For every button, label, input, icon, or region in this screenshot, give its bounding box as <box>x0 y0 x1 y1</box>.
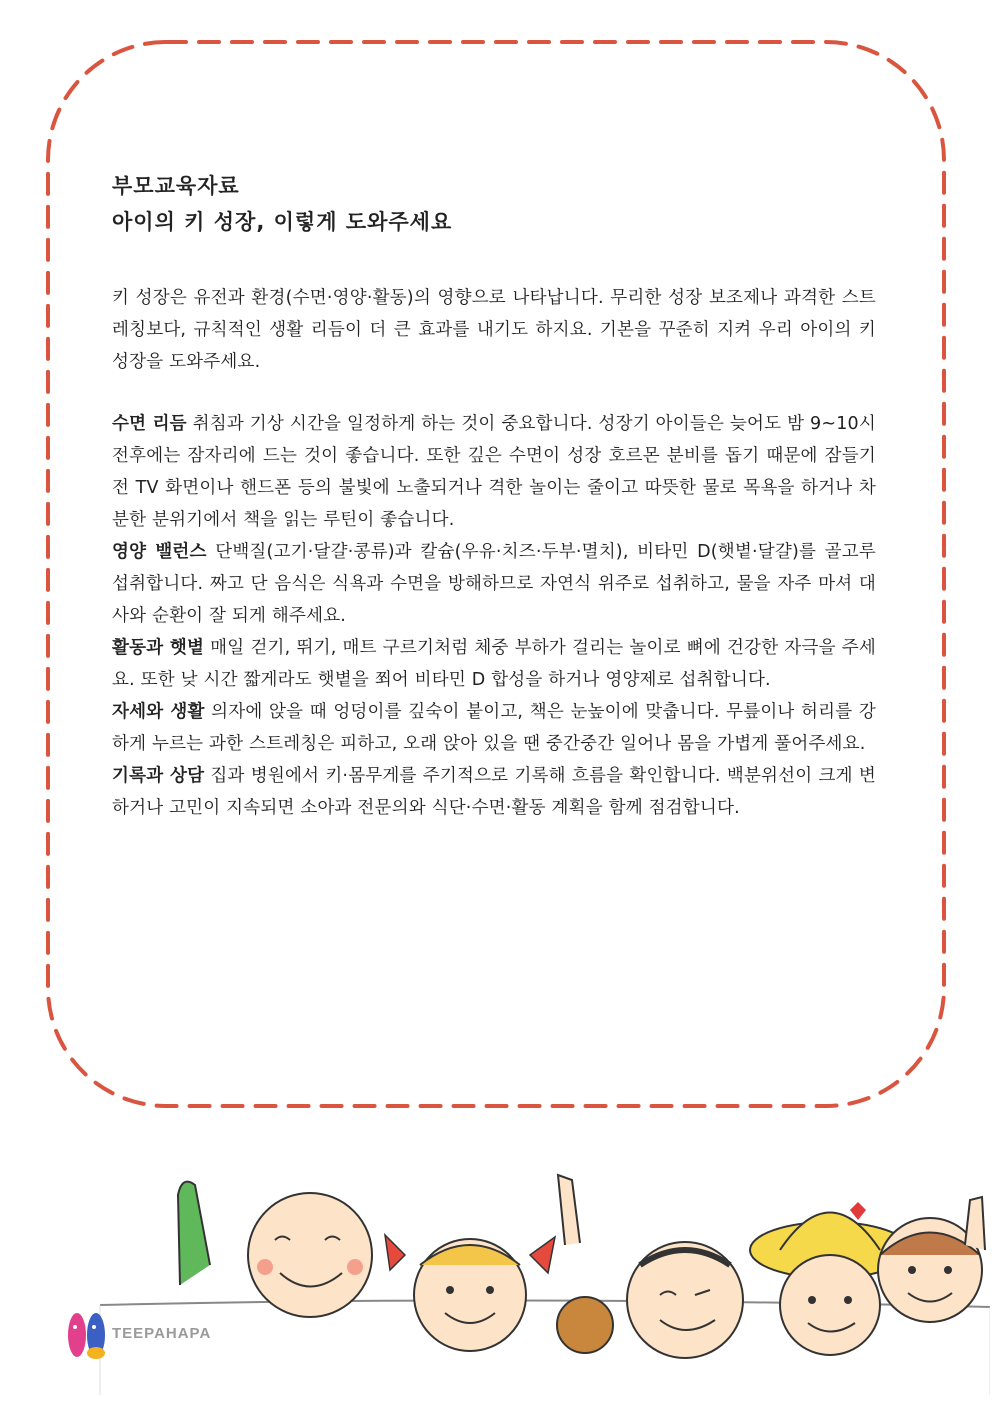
children-illustration <box>60 1155 990 1395</box>
tip-body: 집과 병원에서 키·몸무게를 주기적으로 기록해 흐름을 확인합니다. 백분위선이 크게 변하거나 고민이 지속되면 소아과 전문의와 식단·수면·활동 계획을 함께 점검합니다. <box>112 766 876 818</box>
tip-body: 의자에 앉을 때 엉덩이를 깊숙이 붙이고, 책은 눈높이에 맞춥니다. 무릎이나 허리를 강하게 누르는 과한 스트레칭은 피하고, 오래 앉아 있을 땐 중간중간 일어나 몸을 가볍게 풀어주세요. <box>112 702 876 754</box>
teepahapa-logo-icon <box>68 1313 105 1359</box>
tip-heading: 영양 밸런스 <box>112 542 207 562</box>
tip-body: 취침과 기상 시간을 일정하게 하는 것이 중요합니다. 성장기 아이들은 늦어도 밤 9~10시 전후에는 잠자리에 드는 것이 좋습니다. 또한 깊은 수면이 성장 호르몬 분비를 돕기 때문에 잠들기 전 TV 화면이나 핸드폰 등의 불빛에 노출되거나 격한 놀이는 줄이고 따뜻한 물로 목욕을 하거나 차분한 분위기에서 책을 읽는 루틴이 좋습니다. <box>112 414 876 530</box>
tip-activity <box>112 632 876 696</box>
tip-nutrition <box>112 536 876 632</box>
tip-heading: 자세와 생활 <box>112 702 205 722</box>
tip-records <box>112 760 876 824</box>
tip-sleep <box>112 408 876 536</box>
document-body <box>112 168 876 824</box>
tip-heading: 기록과 상담 <box>112 766 205 786</box>
tip-body: 매일 걷기, 뛰기, 매트 구르기처럼 체중 부하가 걸리는 놀이로 뼈에 건강한 자극을 주세요. 또한 낮 시간 짧게라도 햇볕을 쬐어 비타민 D 합성을 하거나 영양제로 섭취합니다. <box>112 638 876 690</box>
tip-heading: 수면 리듬 <box>112 414 187 434</box>
tip-posture <box>112 696 876 760</box>
tip-heading: 활동과 햇볕 <box>112 638 205 658</box>
logo-text: TEEPAHAPA <box>112 1325 212 1342</box>
tip-body: 단백질(고기·달걀·콩류)과 칼슘(우유·치즈·두부·멸치), 비타민 D(햇볕·달걀)를 골고루 섭취합니다. 짜고 단 음식은 식욕과 수면을 방해하므로 자연식 위주로 섭취하고, 물을 자주 마셔 대사와 순환이 잘 되게 해주세요. <box>112 542 876 626</box>
intro-paragraph: 키 성장은 유전과 환경(수면·영양·활동)의 영향으로 나타납니다. 무리한 성장 보조제나 과격한 스트레칭보다, 규칙적인 생활 리듬이 더 큰 효과를 내기도 하지요. 기본을 꾸준히 지켜 우리 아이의 키 성장을 도와주세요. <box>112 288 876 372</box>
tips-list <box>112 408 876 824</box>
doc-main-title: 아이의 키 성장, 이렇게 도와주세요 <box>112 210 453 234</box>
doc-category-title: 부모교육자료 <box>112 174 240 198</box>
